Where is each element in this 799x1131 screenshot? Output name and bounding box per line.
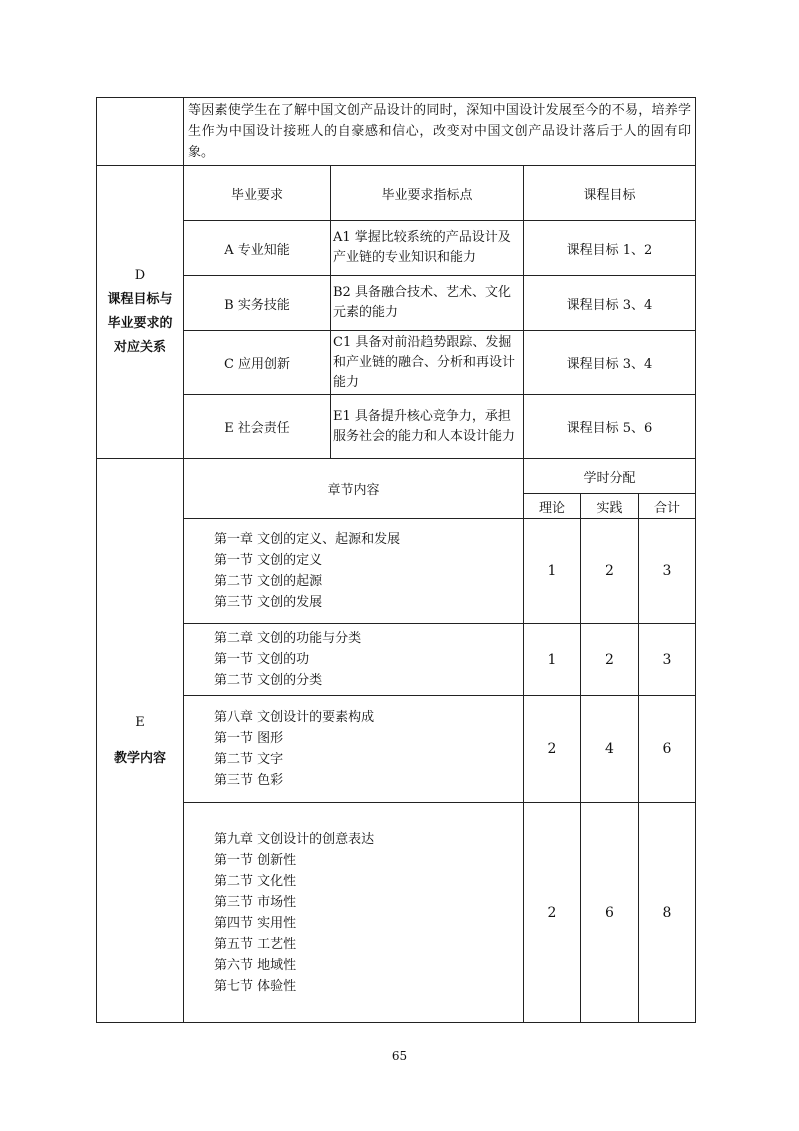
chapter-line: 第二章 文创的功能与分类 [214, 631, 362, 646]
intro-label-cell [97, 98, 184, 166]
section-d-header-row [97, 166, 696, 221]
chapter-cell [184, 696, 524, 803]
practice-hours: 2 [581, 624, 639, 696]
total-hours: 6 [639, 696, 696, 803]
total-hours: 3 [639, 624, 696, 696]
requirement-cell: C 应用创新 [184, 331, 331, 395]
header-theory: 理论 [524, 494, 581, 519]
chapter-line: 第二节 文创的分类 [214, 673, 323, 688]
intro-text: 等因素使学生在了解中国文创产品设计的同时，深知中国设计发展至今的不易，培养学生作为中国设计接班人的自豪感和信心，改变对中国文创产品设计落后于人的固有印象。 [184, 98, 696, 166]
chapter-line: 第九章 文创设计的创意表达 [214, 831, 375, 847]
chapter-line: 第一节 创新性 [214, 852, 297, 868]
section-d-title-line: 毕业要求的 [107, 316, 173, 331]
header-hours: 学时分配 [524, 459, 696, 494]
goal-cell: 课程目标 3、4 [524, 276, 696, 331]
section-d-title-line: 对应关系 [113, 340, 166, 355]
chapter-line: 第一节 文创的功 [214, 652, 310, 667]
theory-hours: 2 [524, 696, 581, 803]
section-d-label [97, 166, 184, 459]
chapter-line: 第四节 实用性 [214, 915, 297, 931]
section-e-code: E [135, 714, 145, 730]
requirement-cell: E 社会责任 [184, 395, 331, 459]
header-practice: 实践 [581, 494, 639, 519]
goal-cell: 课程目标 3、4 [524, 331, 696, 395]
intro-row [97, 98, 696, 166]
table-row [97, 624, 696, 696]
chapter-line: 第五节 工艺性 [214, 936, 297, 952]
section-d-code: D [134, 268, 146, 283]
page-number: 65 [391, 1049, 408, 1063]
indicator-cell: C1 具备对前沿趋势跟踪、发掘和产业链的融合、分析和再设计能力 [331, 331, 524, 395]
table-row [97, 395, 696, 459]
table-row [97, 221, 696, 276]
header-requirement: 毕业要求 [184, 166, 331, 221]
chapter-line: 第一节 文创的定义 [214, 553, 323, 568]
section-e-title: 教学内容 [113, 750, 166, 766]
chapter-line: 第三节 文创的发展 [214, 595, 323, 610]
chapter-line: 第二节 文化性 [214, 873, 297, 889]
header-goal: 课程目标 [524, 166, 696, 221]
table-row [97, 519, 696, 624]
chapter-line: 第三节 色彩 [214, 773, 284, 788]
requirement-cell: B 实务技能 [184, 276, 331, 331]
chapter-line: 第一章 文创的定义、起源和发展 [214, 532, 401, 547]
indicator-cell: E1 具备提升核心竞争力，承担服务社会的能力和人本设计能力 [331, 395, 524, 459]
practice-hours: 4 [581, 696, 639, 803]
header-total: 合计 [639, 494, 696, 519]
chapter-line: 第二节 文创的起源 [214, 574, 323, 589]
requirement-cell: A 专业知能 [184, 221, 331, 276]
chapter-line: 第二节 文字 [214, 752, 284, 767]
indicator-cell: B2 具备融合技术、艺术、文化元素的能力 [331, 276, 524, 331]
chapter-line: 第三节 市场性 [214, 894, 297, 910]
chapter-cell [184, 624, 524, 696]
chapter-line: 第六节 地域性 [214, 957, 297, 973]
section-e-header-row [97, 459, 696, 494]
practice-hours: 2 [581, 519, 639, 624]
theory-hours: 1 [524, 519, 581, 624]
indicator-cell: A1 掌握比较系统的产品设计及产业链的专业知识和能力 [331, 221, 524, 276]
section-d-title-line: 课程目标与 [107, 292, 173, 307]
header-chapter-content: 章节内容 [184, 459, 524, 519]
table-row [97, 696, 696, 803]
total-hours: 3 [639, 519, 696, 624]
theory-hours: 2 [524, 803, 581, 1023]
practice-hours: 6 [581, 803, 639, 1023]
chapter-cell [184, 803, 524, 1023]
chapter-line: 第八章 文创设计的要素构成 [214, 710, 375, 725]
table-row [97, 276, 696, 331]
chapter-line: 第一节 图形 [214, 731, 284, 746]
section-e-label [97, 459, 184, 1023]
header-indicator: 毕业要求指标点 [331, 166, 524, 221]
table-row [97, 803, 696, 1023]
table-row [97, 331, 696, 395]
chapter-cell [184, 519, 524, 624]
goal-cell: 课程目标 1、2 [524, 221, 696, 276]
total-hours: 8 [639, 803, 696, 1023]
theory-hours: 1 [524, 624, 581, 696]
syllabus-table [96, 97, 696, 1023]
goal-cell: 课程目标 5、6 [524, 395, 696, 459]
chapter-line: 第七节 体验性 [214, 978, 297, 994]
